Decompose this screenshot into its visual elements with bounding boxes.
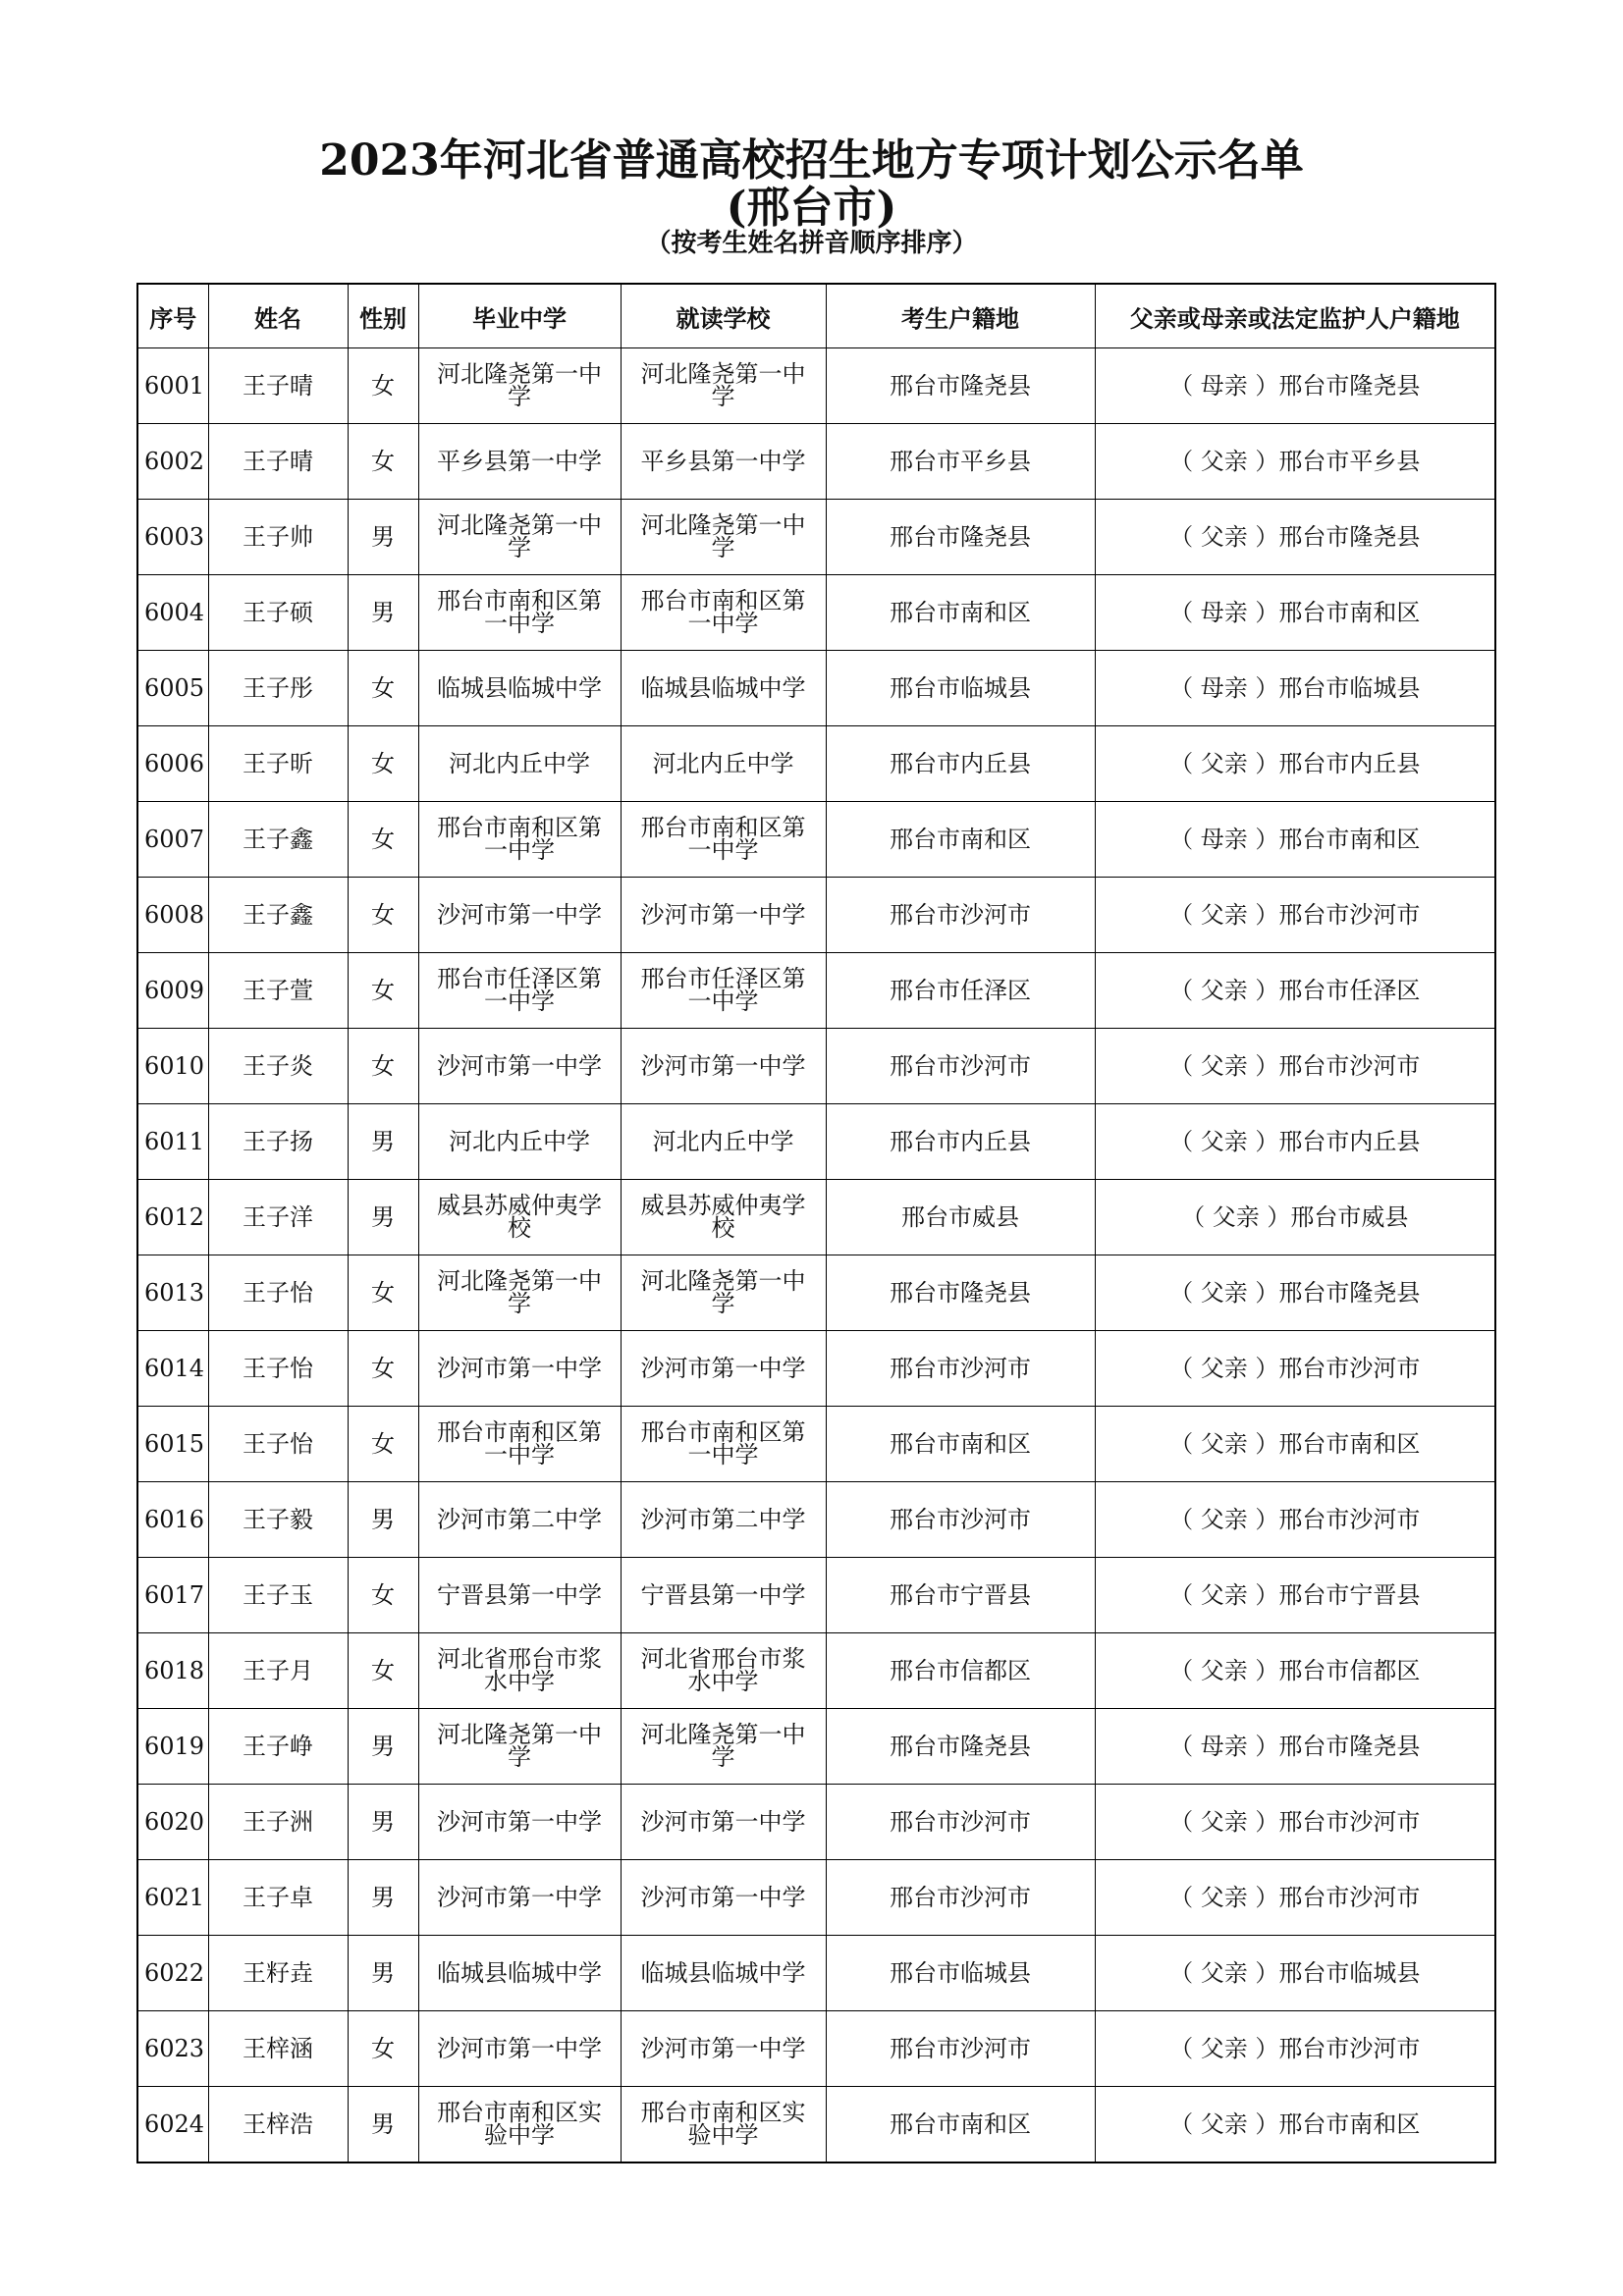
- table-row: [137, 348, 1495, 424]
- header-candidate-registration: 考生户籍地: [826, 284, 1095, 348]
- graduation-school-cell: 宁晋县第一中学: [418, 1558, 621, 1633]
- name-cell: 王子洲: [208, 1785, 348, 1860]
- gender-cell: 女: [348, 1331, 418, 1407]
- name-cell: 王子怡: [208, 1255, 348, 1331]
- gender-cell: 女: [348, 802, 418, 878]
- guardian-registration-cell: （ 父亲 ）邢台市沙河市: [1095, 2011, 1495, 2087]
- candidate-registration-cell: 邢台市隆尧县: [826, 348, 1095, 424]
- current-school-cell: 宁晋县第一中学: [621, 1558, 826, 1633]
- table-row: [137, 1482, 1495, 1558]
- graduation-school-cell: 邢台市南和区第一中学: [418, 1407, 621, 1482]
- candidate-registration-cell: 邢台市南和区: [826, 802, 1095, 878]
- serial-number-cell: 6015: [137, 1407, 208, 1482]
- candidate-registration-cell: 邢台市南和区: [826, 2087, 1095, 2163]
- serial-number-cell: 6020: [137, 1785, 208, 1860]
- table-row: [137, 1104, 1495, 1180]
- candidate-registration-cell: 邢台市隆尧县: [826, 500, 1095, 575]
- current-school-cell: 沙河市第一中学: [621, 1860, 826, 1936]
- table-row: [137, 1785, 1495, 1860]
- guardian-registration-cell: （ 父亲 ）邢台市信都区: [1095, 1633, 1495, 1709]
- graduation-school-cell: 沙河市第一中学: [418, 1331, 621, 1407]
- candidate-registration-cell: 邢台市沙河市: [826, 1331, 1095, 1407]
- serial-number-cell: 6021: [137, 1860, 208, 1936]
- guardian-registration-cell: （ 父亲 ）邢台市沙河市: [1095, 1029, 1495, 1104]
- name-cell: 王梓浩: [208, 2087, 348, 2163]
- gender-cell: 女: [348, 651, 418, 726]
- candidate-registration-cell: 邢台市沙河市: [826, 878, 1095, 953]
- gender-cell: 女: [348, 1633, 418, 1709]
- name-cell: 王籽垚: [208, 1936, 348, 2011]
- candidate-registration-cell: 邢台市临城县: [826, 651, 1095, 726]
- serial-number-cell: 6012: [137, 1180, 208, 1255]
- current-school-cell: 邢台市南和区实验中学: [621, 2087, 826, 2163]
- candidate-registration-cell: 邢台市宁晋县: [826, 1558, 1095, 1633]
- table-row: [137, 1558, 1495, 1633]
- gender-cell: 女: [348, 1558, 418, 1633]
- name-cell: 王子昕: [208, 726, 348, 802]
- graduation-school-cell: 邢台市任泽区第一中学: [418, 953, 621, 1029]
- name-cell: 王子扬: [208, 1104, 348, 1180]
- table-row: [137, 2011, 1495, 2087]
- document-subtitle-city: (邢台市): [726, 183, 897, 233]
- current-school-cell: 沙河市第一中学: [621, 1029, 826, 1104]
- graduation-school-cell: 沙河市第二中学: [418, 1482, 621, 1558]
- name-cell: 王子硕: [208, 575, 348, 651]
- graduation-school-cell: 临城县临城中学: [418, 1936, 621, 2011]
- candidate-registration-cell: 邢台市隆尧县: [826, 1709, 1095, 1785]
- graduation-school-cell: 河北内丘中学: [418, 1104, 621, 1180]
- name-cell: 王子彤: [208, 651, 348, 726]
- current-school-cell: 沙河市第二中学: [621, 1482, 826, 1558]
- candidate-registration-cell: 邢台市内丘县: [826, 726, 1095, 802]
- current-school-cell: 沙河市第一中学: [621, 1785, 826, 1860]
- current-school-cell: 邢台市任泽区第一中学: [621, 953, 826, 1029]
- serial-number-cell: 6008: [137, 878, 208, 953]
- guardian-registration-cell: （ 母亲 ）邢台市隆尧县: [1095, 348, 1495, 424]
- serial-number-cell: 6023: [137, 2011, 208, 2087]
- header-gender: 性别: [348, 284, 418, 348]
- guardian-registration-cell: （ 母亲 ）邢台市南和区: [1095, 575, 1495, 651]
- current-school-cell: 沙河市第一中学: [621, 878, 826, 953]
- gender-cell: 男: [348, 2087, 418, 2163]
- gender-cell: 男: [348, 1860, 418, 1936]
- name-cell: 王子峥: [208, 1709, 348, 1785]
- name-cell: 王子晴: [208, 424, 348, 500]
- graduation-school-cell: 威县苏威仲夷学校: [418, 1180, 621, 1255]
- name-cell: 王子怡: [208, 1331, 348, 1407]
- table-row: [137, 2087, 1495, 2163]
- current-school-cell: 河北隆尧第一中学: [621, 1709, 826, 1785]
- gender-cell: 男: [348, 575, 418, 651]
- serial-number-cell: 6005: [137, 651, 208, 726]
- serial-number-cell: 6011: [137, 1104, 208, 1180]
- name-cell: 王子炎: [208, 1029, 348, 1104]
- name-cell: 王子萱: [208, 953, 348, 1029]
- guardian-registration-cell: （ 父亲 ）邢台市宁晋县: [1095, 1558, 1495, 1633]
- table-row: [137, 1255, 1495, 1331]
- table-row: [137, 575, 1495, 651]
- serial-number-cell: 6010: [137, 1029, 208, 1104]
- current-school-cell: 邢台市南和区第一中学: [621, 1407, 826, 1482]
- name-cell: 王子毅: [208, 1482, 348, 1558]
- guardian-registration-cell: （ 父亲 ）邢台市南和区: [1095, 2087, 1495, 2163]
- name-cell: 王子帅: [208, 500, 348, 575]
- serial-number-cell: 6022: [137, 1936, 208, 2011]
- guardian-registration-cell: （ 父亲 ）邢台市沙河市: [1095, 1331, 1495, 1407]
- graduation-school-cell: 沙河市第一中学: [418, 878, 621, 953]
- candidate-registration-cell: 邢台市信都区: [826, 1633, 1095, 1709]
- serial-number-cell: 6007: [137, 802, 208, 878]
- graduation-school-cell: 河北隆尧第一中学: [418, 348, 621, 424]
- current-school-cell: 河北内丘中学: [621, 726, 826, 802]
- serial-number-cell: 6009: [137, 953, 208, 1029]
- gender-cell: 女: [348, 2011, 418, 2087]
- header-guardian-registration: 父亲或母亲或法定监护人户籍地: [1095, 284, 1495, 348]
- current-school-cell: 河北隆尧第一中学: [621, 1255, 826, 1331]
- current-school-cell: 河北隆尧第一中学: [621, 500, 826, 575]
- graduation-school-cell: 河北内丘中学: [418, 726, 621, 802]
- name-cell: 王子鑫: [208, 802, 348, 878]
- gender-cell: 男: [348, 1180, 418, 1255]
- serial-number-cell: 6003: [137, 500, 208, 575]
- candidate-registration-cell: 邢台市隆尧县: [826, 1255, 1095, 1331]
- current-school-cell: 临城县临城中学: [621, 651, 826, 726]
- graduation-school-cell: 平乡县第一中学: [418, 424, 621, 500]
- current-school-cell: 河北隆尧第一中学: [621, 348, 826, 424]
- candidate-registration-cell: 邢台市沙河市: [826, 1482, 1095, 1558]
- current-school-cell: 邢台市南和区第一中学: [621, 802, 826, 878]
- candidate-registration-cell: 邢台市沙河市: [826, 1785, 1095, 1860]
- graduation-school-cell: 邢台市南和区第一中学: [418, 575, 621, 651]
- table-row: [137, 424, 1495, 500]
- serial-number-cell: 6013: [137, 1255, 208, 1331]
- guardian-registration-cell: （ 母亲 ）邢台市临城县: [1095, 651, 1495, 726]
- guardian-registration-cell: （ 父亲 ）邢台市内丘县: [1095, 1104, 1495, 1180]
- gender-cell: 男: [348, 500, 418, 575]
- header-current-school: 就读学校: [621, 284, 826, 348]
- candidate-registration-cell: 邢台市任泽区: [826, 953, 1095, 1029]
- gender-cell: 女: [348, 348, 418, 424]
- current-school-cell: 沙河市第一中学: [621, 1331, 826, 1407]
- gender-cell: 女: [348, 1255, 418, 1331]
- table-row: [137, 651, 1495, 726]
- serial-number-cell: 6016: [137, 1482, 208, 1558]
- serial-number-cell: 6014: [137, 1331, 208, 1407]
- table-row: [137, 878, 1495, 953]
- guardian-registration-cell: （ 父亲 ）邢台市威县: [1095, 1180, 1495, 1255]
- table-row: [137, 1180, 1495, 1255]
- current-school-cell: 河北省邢台市浆水中学: [621, 1633, 826, 1709]
- candidate-registration-cell: 邢台市沙河市: [826, 1860, 1095, 1936]
- candidate-registration-cell: 邢台市沙河市: [826, 2011, 1095, 2087]
- name-cell: 王子月: [208, 1633, 348, 1709]
- candidate-registration-cell: 邢台市南和区: [826, 575, 1095, 651]
- table-row: [137, 1407, 1495, 1482]
- gender-cell: 男: [348, 1936, 418, 2011]
- gender-cell: 女: [348, 1407, 418, 1482]
- guardian-registration-cell: （ 父亲 ）邢台市南和区: [1095, 1407, 1495, 1482]
- serial-number-cell: 6006: [137, 726, 208, 802]
- name-cell: 王子晴: [208, 348, 348, 424]
- current-school-cell: 沙河市第一中学: [621, 2011, 826, 2087]
- table-row: [137, 726, 1495, 802]
- document-title: 2023年河北省普通高校招生地方专项计划公示名单: [319, 135, 1304, 186]
- graduation-school-cell: 河北隆尧第一中学: [418, 1709, 621, 1785]
- table-row: [137, 1633, 1495, 1709]
- gender-cell: 女: [348, 1029, 418, 1104]
- graduation-school-cell: 邢台市南和区第一中学: [418, 802, 621, 878]
- gender-cell: 女: [348, 878, 418, 953]
- guardian-registration-cell: （ 母亲 ）邢台市南和区: [1095, 802, 1495, 878]
- guardian-registration-cell: （ 母亲 ）邢台市隆尧县: [1095, 1709, 1495, 1785]
- guardian-registration-cell: （ 父亲 ）邢台市任泽区: [1095, 953, 1495, 1029]
- table-row: [137, 1936, 1495, 2011]
- gender-cell: 女: [348, 424, 418, 500]
- guardian-registration-cell: （ 父亲 ）邢台市临城县: [1095, 1936, 1495, 2011]
- graduation-school-cell: 沙河市第一中学: [418, 2011, 621, 2087]
- name-cell: 王子卓: [208, 1860, 348, 1936]
- candidate-registration-cell: 邢台市内丘县: [826, 1104, 1095, 1180]
- graduation-school-cell: 河北隆尧第一中学: [418, 500, 621, 575]
- name-cell: 王梓涵: [208, 2011, 348, 2087]
- guardian-registration-cell: （ 父亲 ）邢台市沙河市: [1095, 1860, 1495, 1936]
- header-graduation-school: 毕业中学: [418, 284, 621, 348]
- candidate-registration-cell: 邢台市南和区: [826, 1407, 1095, 1482]
- table-row: [137, 1709, 1495, 1785]
- candidate-list-table: [136, 283, 1496, 2163]
- guardian-registration-cell: （ 父亲 ）邢台市沙河市: [1095, 1785, 1495, 1860]
- candidate-registration-cell: 邢台市威县: [826, 1180, 1095, 1255]
- serial-number-cell: 6018: [137, 1633, 208, 1709]
- name-cell: 王子怡: [208, 1407, 348, 1482]
- header-name: 姓名: [208, 284, 348, 348]
- table-row: [137, 953, 1495, 1029]
- guardian-registration-cell: （ 父亲 ）邢台市平乡县: [1095, 424, 1495, 500]
- table-row: [137, 1331, 1495, 1407]
- guardian-registration-cell: （ 父亲 ）邢台市内丘县: [1095, 726, 1495, 802]
- serial-number-cell: 6024: [137, 2087, 208, 2163]
- table-row: [137, 1860, 1495, 1936]
- gender-cell: 男: [348, 1709, 418, 1785]
- current-school-cell: 临城县临城中学: [621, 1936, 826, 2011]
- guardian-registration-cell: （ 父亲 ）邢台市沙河市: [1095, 878, 1495, 953]
- guardian-registration-cell: （ 父亲 ）邢台市隆尧县: [1095, 500, 1495, 575]
- table-header-row: [137, 284, 1495, 348]
- graduation-school-cell: 河北省邢台市浆水中学: [418, 1633, 621, 1709]
- table-row: [137, 500, 1495, 575]
- current-school-cell: 邢台市南和区第一中学: [621, 575, 826, 651]
- serial-number-cell: 6001: [137, 348, 208, 424]
- current-school-cell: 威县苏威仲夷学校: [621, 1180, 826, 1255]
- sort-order-note: （按考生姓名拼音顺序排序）: [645, 229, 978, 258]
- gender-cell: 男: [348, 1104, 418, 1180]
- current-school-cell: 平乡县第一中学: [621, 424, 826, 500]
- gender-cell: 男: [348, 1482, 418, 1558]
- graduation-school-cell: 沙河市第一中学: [418, 1785, 621, 1860]
- gender-cell: 女: [348, 953, 418, 1029]
- graduation-school-cell: 沙河市第一中学: [418, 1860, 621, 1936]
- graduation-school-cell: 邢台市南和区实验中学: [418, 2087, 621, 2163]
- name-cell: 王子鑫: [208, 878, 348, 953]
- gender-cell: 男: [348, 1785, 418, 1860]
- serial-number-cell: 6017: [137, 1558, 208, 1633]
- candidate-registration-cell: 邢台市临城县: [826, 1936, 1095, 2011]
- graduation-school-cell: 临城县临城中学: [418, 651, 621, 726]
- serial-number-cell: 6002: [137, 424, 208, 500]
- graduation-school-cell: 沙河市第一中学: [418, 1029, 621, 1104]
- guardian-registration-cell: （ 父亲 ）邢台市隆尧县: [1095, 1255, 1495, 1331]
- candidate-registration-cell: 邢台市沙河市: [826, 1029, 1095, 1104]
- table-row: [137, 802, 1495, 878]
- gender-cell: 女: [348, 726, 418, 802]
- table-row: [137, 1029, 1495, 1104]
- candidate-registration-cell: 邢台市平乡县: [826, 424, 1095, 500]
- name-cell: 王子玉: [208, 1558, 348, 1633]
- current-school-cell: 河北内丘中学: [621, 1104, 826, 1180]
- serial-number-cell: 6019: [137, 1709, 208, 1785]
- header-serial-number: 序号: [137, 284, 208, 348]
- graduation-school-cell: 河北隆尧第一中学: [418, 1255, 621, 1331]
- name-cell: 王子洋: [208, 1180, 348, 1255]
- serial-number-cell: 6004: [137, 575, 208, 651]
- guardian-registration-cell: （ 父亲 ）邢台市沙河市: [1095, 1482, 1495, 1558]
